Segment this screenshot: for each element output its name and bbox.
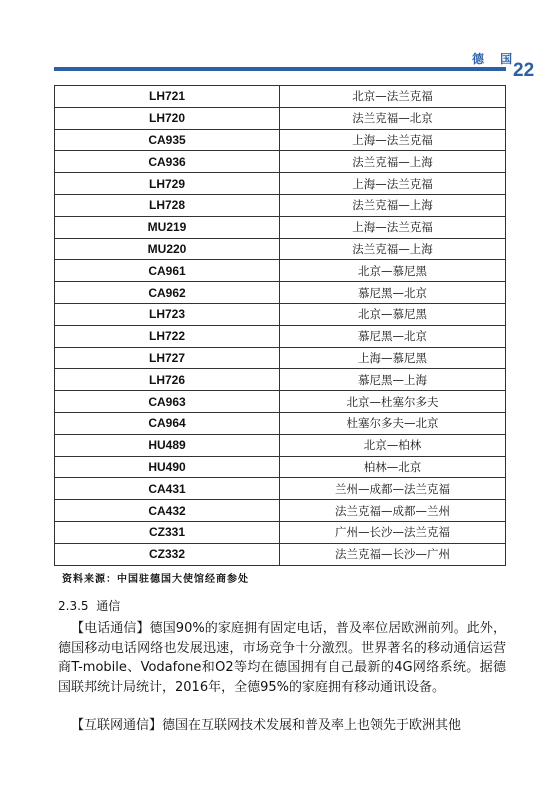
flight-code-cell: CA935 (55, 129, 280, 151)
flight-code-cell: LH721 (55, 86, 280, 108)
flight-route-cell: 慕尼黑—北京 (280, 325, 506, 347)
flight-route-cell: 慕尼黑—上海 (280, 369, 506, 391)
flight-code-cell: CA962 (55, 282, 280, 304)
paragraph-internet: 【互联网通信】德国在互联网技术发展和普及率上也领先于欧洲其他 (71, 718, 462, 733)
table-row (55, 543, 506, 565)
paragraph-telephone: 【电话通信】德国90%的家庭拥有固定电话，普及率位居欧洲前列。此外，德国移动电话网络也发展迅速，市场竞争十分激烈。世界著名的移动通信运营商T-mobile、Vodafone和O2等均在德国拥有自己最新的4G网络系统。据德国联邦统计局统计，2016年，全德95%的家庭拥有移动通讯设备。 (58, 621, 506, 695)
table-row (55, 412, 506, 434)
flight-route-cell: 法兰克福—北京 (280, 107, 506, 129)
section-title: 通信 (96, 599, 121, 613)
flight-code-cell: LH727 (55, 347, 280, 369)
flight-route-cell: 上海—法兰克福 (280, 216, 506, 238)
table-row (55, 173, 506, 195)
flight-route-cell: 法兰克福—上海 (280, 238, 506, 260)
section-heading (58, 597, 120, 614)
flight-code-cell: LH723 (55, 303, 280, 325)
flight-route-cell: 法兰克福—长沙—广州 (280, 543, 506, 565)
flight-table (54, 85, 506, 566)
flight-code-cell: LH728 (55, 194, 280, 216)
table-row (55, 151, 506, 173)
flight-route-cell: 上海—慕尼黑 (280, 347, 506, 369)
flight-code-cell: CA432 (55, 500, 280, 522)
table-row (55, 216, 506, 238)
table-row (55, 325, 506, 347)
page-number: 22 (513, 60, 535, 81)
flight-route-cell: 广州—长沙—法兰克福 (280, 521, 506, 543)
flight-code-cell: LH726 (55, 369, 280, 391)
table-row (55, 369, 506, 391)
flight-code-cell: CA963 (55, 391, 280, 413)
flight-code-cell: CA936 (55, 151, 280, 173)
table-row (55, 391, 506, 413)
flight-route-cell: 法兰克福—上海 (280, 194, 506, 216)
flight-code-cell: CA964 (55, 412, 280, 434)
flight-code-cell: CZ331 (55, 521, 280, 543)
table-row (55, 260, 506, 282)
flight-code-cell: LH729 (55, 173, 280, 195)
table-row (55, 456, 506, 478)
table-row (55, 86, 506, 108)
flight-code-cell: LH722 (55, 325, 280, 347)
flight-route-cell: 北京—法兰克福 (280, 86, 506, 108)
table-row (55, 347, 506, 369)
flight-code-cell: MU220 (55, 238, 280, 260)
flight-route-cell: 北京—柏林 (280, 434, 506, 456)
header-rule (54, 67, 506, 71)
table-row (55, 282, 506, 304)
header-country: 德 国 (472, 52, 519, 66)
table-row (55, 478, 506, 500)
flight-route-cell: 法兰克福—上海 (280, 151, 506, 173)
table-row (55, 107, 506, 129)
flight-code-cell: HU490 (55, 456, 280, 478)
flight-route-cell: 北京—杜塞尔多夫 (280, 391, 506, 413)
flight-code-cell: CZ332 (55, 543, 280, 565)
flight-route-cell: 兰州—成都—法兰克福 (280, 478, 506, 500)
flight-route-cell: 上海—法兰克福 (280, 129, 506, 151)
section-number: 2.3.5 (58, 599, 89, 613)
flight-route-cell: 慕尼黑—北京 (280, 282, 506, 304)
table-row (55, 194, 506, 216)
flight-route-cell: 上海—法兰克福 (280, 173, 506, 195)
table-row (55, 303, 506, 325)
source-note: 资料来源：中国驻德国大使馆经商参处 (62, 574, 249, 585)
table-row (55, 521, 506, 543)
table-row (55, 238, 506, 260)
table-row (55, 434, 506, 456)
flight-route-cell: 杜塞尔多夫—北京 (280, 412, 506, 434)
table-row (55, 500, 506, 522)
flight-code-cell: CA431 (55, 478, 280, 500)
table-row (55, 129, 506, 151)
flight-table-body (55, 86, 506, 566)
flight-route-cell: 法兰克福—成都—兰州 (280, 500, 506, 522)
flight-code-cell: HU489 (55, 434, 280, 456)
flight-route-cell: 柏林—北京 (280, 456, 506, 478)
flight-route-cell: 北京—慕尼黑 (280, 260, 506, 282)
flight-code-cell: MU219 (55, 216, 280, 238)
flight-route-cell: 北京—慕尼黑 (280, 303, 506, 325)
flight-code-cell: CA961 (55, 260, 280, 282)
flight-code-cell: LH720 (55, 107, 280, 129)
